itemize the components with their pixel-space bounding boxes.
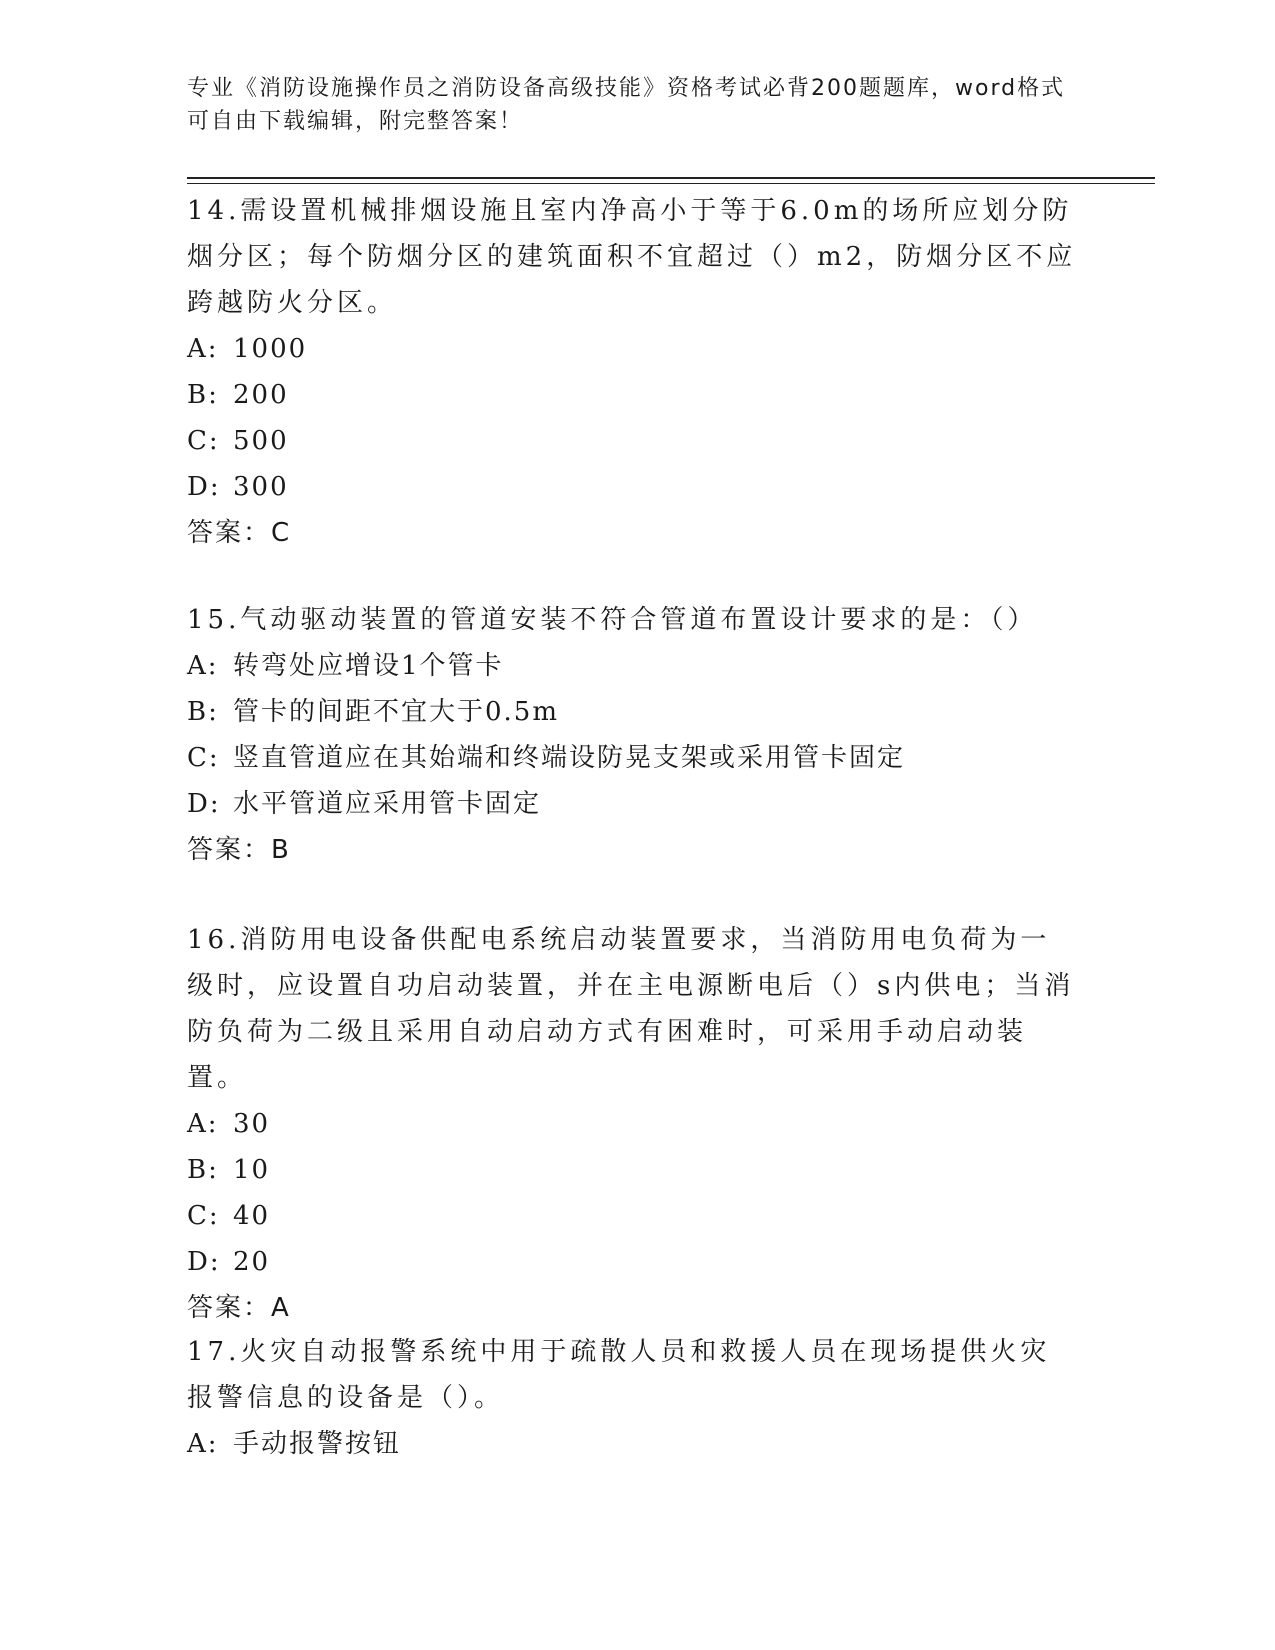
option-label: B: <box>187 380 219 410</box>
option-label: B: <box>187 697 219 727</box>
option-value: 转弯处应增设1个管卡 <box>233 651 504 681</box>
question-text: 17.火灾自动报警系统中用于疏散人员和救援人员在现场提供火灾报警信息的设备是（）。 <box>187 1337 1051 1413</box>
option-label: A: <box>187 1429 219 1459</box>
option-value: 水平管道应采用管卡固定 <box>233 789 542 819</box>
option-d <box>187 1239 1077 1285</box>
option-label: B: <box>187 1155 219 1185</box>
option-label: D: <box>187 472 221 502</box>
option-a <box>187 1101 1077 1147</box>
option-value: 竖直管道应在其始端和终端设防晃支架或采用管卡固定 <box>233 743 906 773</box>
answer: 答案：B <box>187 835 291 865</box>
option-b <box>187 689 1077 735</box>
option-value: 300 <box>233 472 289 502</box>
option-c <box>187 1193 1077 1239</box>
option-label: A: <box>187 1109 219 1139</box>
answer: 答案：C <box>187 518 292 548</box>
option-label: C: <box>187 426 220 456</box>
option-c <box>187 735 1077 781</box>
option-value: 管卡的间距不宜大于0.5m <box>233 697 560 727</box>
document-header: 专业《消防设施操作员之消防设备高级技能》资格考试必背200题题库，word格式可自由下载编辑，附完整答案！ <box>187 76 1066 134</box>
header-divider-thick <box>187 177 1155 179</box>
option-b <box>187 372 1077 418</box>
question-text: 16.消防用电设备供配电系统启动装置要求，当消防用电负荷为一级时，应设置自功启动装置，并在主电源断电后（）s内供电；当消防负荷为二级且采用自动启动方式有困难时，可采用手动启动装置。 <box>187 925 1075 1093</box>
option-a <box>187 1421 1077 1467</box>
question-17 <box>187 1329 1077 1467</box>
option-label: D: <box>187 789 221 819</box>
option-value: 40 <box>233 1201 271 1231</box>
question-15 <box>187 597 1077 873</box>
option-value: 1000 <box>233 334 308 364</box>
answer: 答案：A <box>187 1293 291 1323</box>
option-c <box>187 418 1077 464</box>
option-a <box>187 643 1077 689</box>
option-value: 30 <box>233 1109 271 1139</box>
option-d <box>187 781 1077 827</box>
option-value: 20 <box>233 1247 271 1277</box>
option-value: 500 <box>233 426 289 456</box>
option-d <box>187 464 1077 510</box>
option-label: A: <box>187 334 219 364</box>
header-divider-thin <box>187 183 1155 184</box>
option-a <box>187 326 1077 372</box>
option-b <box>187 1147 1077 1193</box>
option-value: 200 <box>233 380 289 410</box>
option-label: A: <box>187 651 219 681</box>
question-16 <box>187 917 1077 1331</box>
option-value: 10 <box>233 1155 271 1185</box>
option-label: D: <box>187 1247 221 1277</box>
option-label: C: <box>187 743 220 773</box>
option-label: C: <box>187 1201 220 1231</box>
question-text: 15.气动驱动装置的管道安装不符合管道布置设计要求的是：（） <box>187 605 1038 635</box>
question-text: 14.需设置机械排烟设施且室内净高小于等于6.0m的场所应划分防烟分区；每个防烟分区的建筑面积不宜超过（）m2，防烟分区不应跨越防火分区。 <box>187 196 1077 318</box>
question-14 <box>187 188 1077 556</box>
option-value: 手动报警按钮 <box>233 1429 402 1459</box>
